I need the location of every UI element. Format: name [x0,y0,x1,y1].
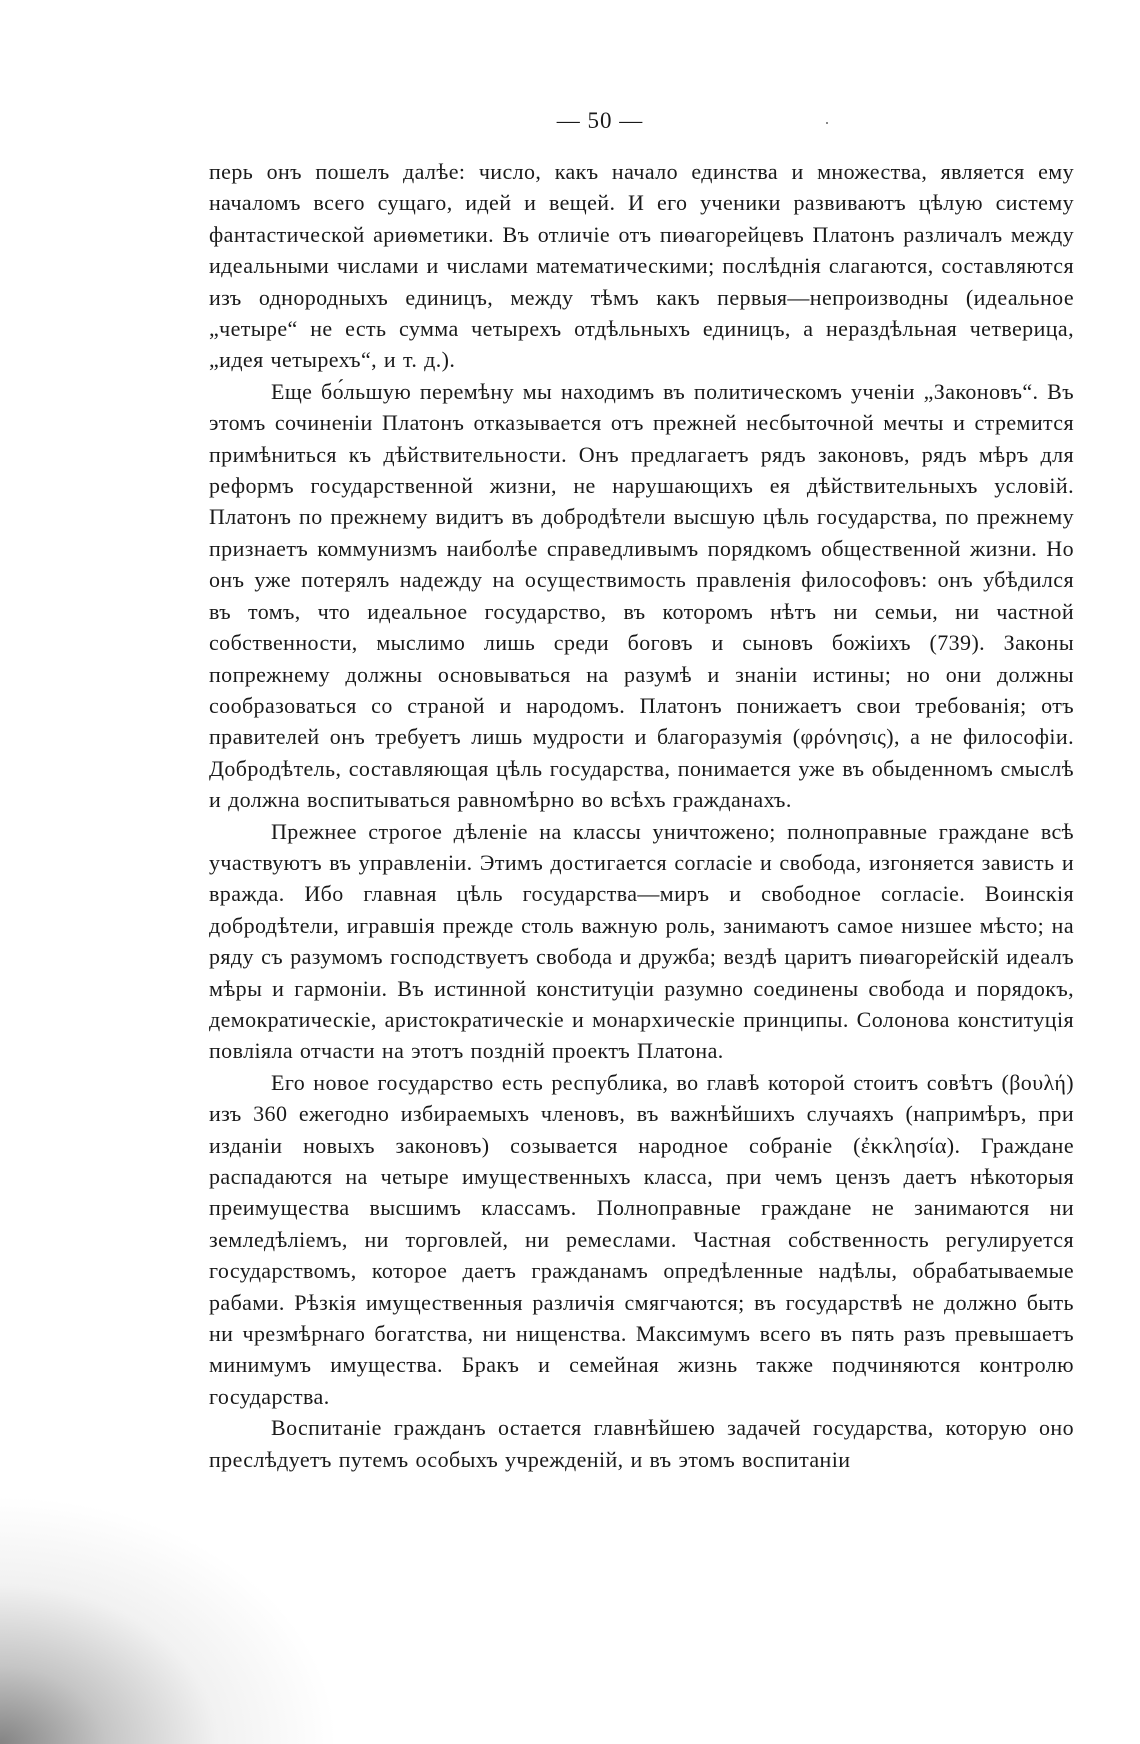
scan-speck [826,122,828,124]
paragraph-1: перь онъ пошелъ далѣе: число, какъ начало единства и множества, является ему началомъ всего сущаго, идей и вещей. И его ученики развиваютъ цѣлую систему фантастической ариѳметики. Въ отличіе отъ пиѳагорейцевъ Платонъ различалъ между идеальными числами и числами математическими; послѣднія слагаются, составляются изъ однородныхъ единицъ, между тѣмъ какъ первыя—непроизводны (идеальное „четыре“ не есть сумма четырехъ отдѣльныхъ единицъ, а нераздѣльная четверица, „идея четырехъ“, и т. д.). [209,159,1074,373]
paragraph-5: Воспитаніе гражданъ остается главнѣйшею задачей государства, которую оно преслѣдуетъ путемъ особыхъ учрежденій, и въ этомъ воспитаніи [209,1415,1074,1472]
paragraph-3: Прежнее строгое дѣленіе на классы уничтожено; полноправные граждане всѣ участвуютъ въ управленіи. Этимъ достигается согласіе и свобода, изгоняется зависть и вражда. Ибо главная цѣль государства—миръ и свободное согласіе. Воинскія добродѣтели, игравшія прежде столь важную роль, занимаютъ самое низшее мѣсто; на ряду съ разумомъ господствуетъ свобода и дружба; вездѣ царитъ пиѳагорейскій идеалъ мѣры и гармоніи. Въ истинной конституціи разумно соединены свобода и порядокъ, демократическіе, аристократическіе и монархическіе принципы. Солонова конституція повліяла отчасти на этотъ поздній проектъ Платона. [209,818,1074,1064]
paragraph-4: Его новое государство есть республика, во главѣ которой стоитъ совѣтъ (βουλή) изъ 360 ежегодно избираемыхъ членовъ, въ важнѣйшихъ случаяхъ (напримѣръ, при изданіи новыхъ законовъ) созывается народное собраніе (ἐκκλησία). Граждане распадаются на четыре имущественныхъ класса, при чемъ цензъ даетъ нѣкоторыя преимущества высшимъ классамъ. Полноправные граждане не занимаются ни земледѣліемъ, ни торговлей, ни ремеслами. Частная собственность регулируется государствомъ, которое даетъ гражданамъ опредѣленные надѣлы, обрабатываемые рабами. Рѣзкія имущественныя различія смягчаются; въ государствѣ не должно быть ни чрезмѣрнаго богатства, ни нищенства. Максимумъ всего въ пять разъ превышаетъ минимумъ имущества. Бракъ и семейная жизнь также подчиняются контролю государства. [209,1069,1074,1409]
scan-shadow [0,1494,340,1744]
body-text [209,156,1074,1475]
paragraph-2: Еще бо́льшую перемѣну мы находимъ въ политическомъ ученіи „Законовъ“. Въ этомъ сочиненіи Платонъ отказывается отъ прежней несбыточной мечты и стремится примѣниться къ дѣйствительности. Онъ предлагаетъ рядъ законовъ, рядъ мѣръ для реформъ государственной жизни, не нарушающихъ ея дѣйствительныхъ условій. Платонъ по прежнему видитъ въ добродѣтели высшую цѣль государства, по прежнему признаетъ коммунизмъ наиболѣе справедливымъ порядкомъ общественной жизни. Но онъ уже потерялъ надежду на осуществимость правленія философовъ: онъ убѣдился въ томъ, что идеальное государство, въ которомъ нѣтъ ни семьи, ни частной собственности, мыслимо лишь среди боговъ и сыновъ божіихъ (739). Законы попрежнему должны основываться на разумѣ и знаніи истины; но они должны сообразоваться со страной и народомъ. Платонъ понижаетъ свои требованія; отъ правителей онъ требуетъ лишь мудрости и благоразумія (φρόνησις), а не философіи. Добродѣтель, составляющая цѣль государства, понимается уже въ обыденномъ смыслѣ и должна воспитываться равномѣрно во всѣхъ гражданахъ. [209,378,1074,813]
page-number: — 50 — [556,108,644,133]
